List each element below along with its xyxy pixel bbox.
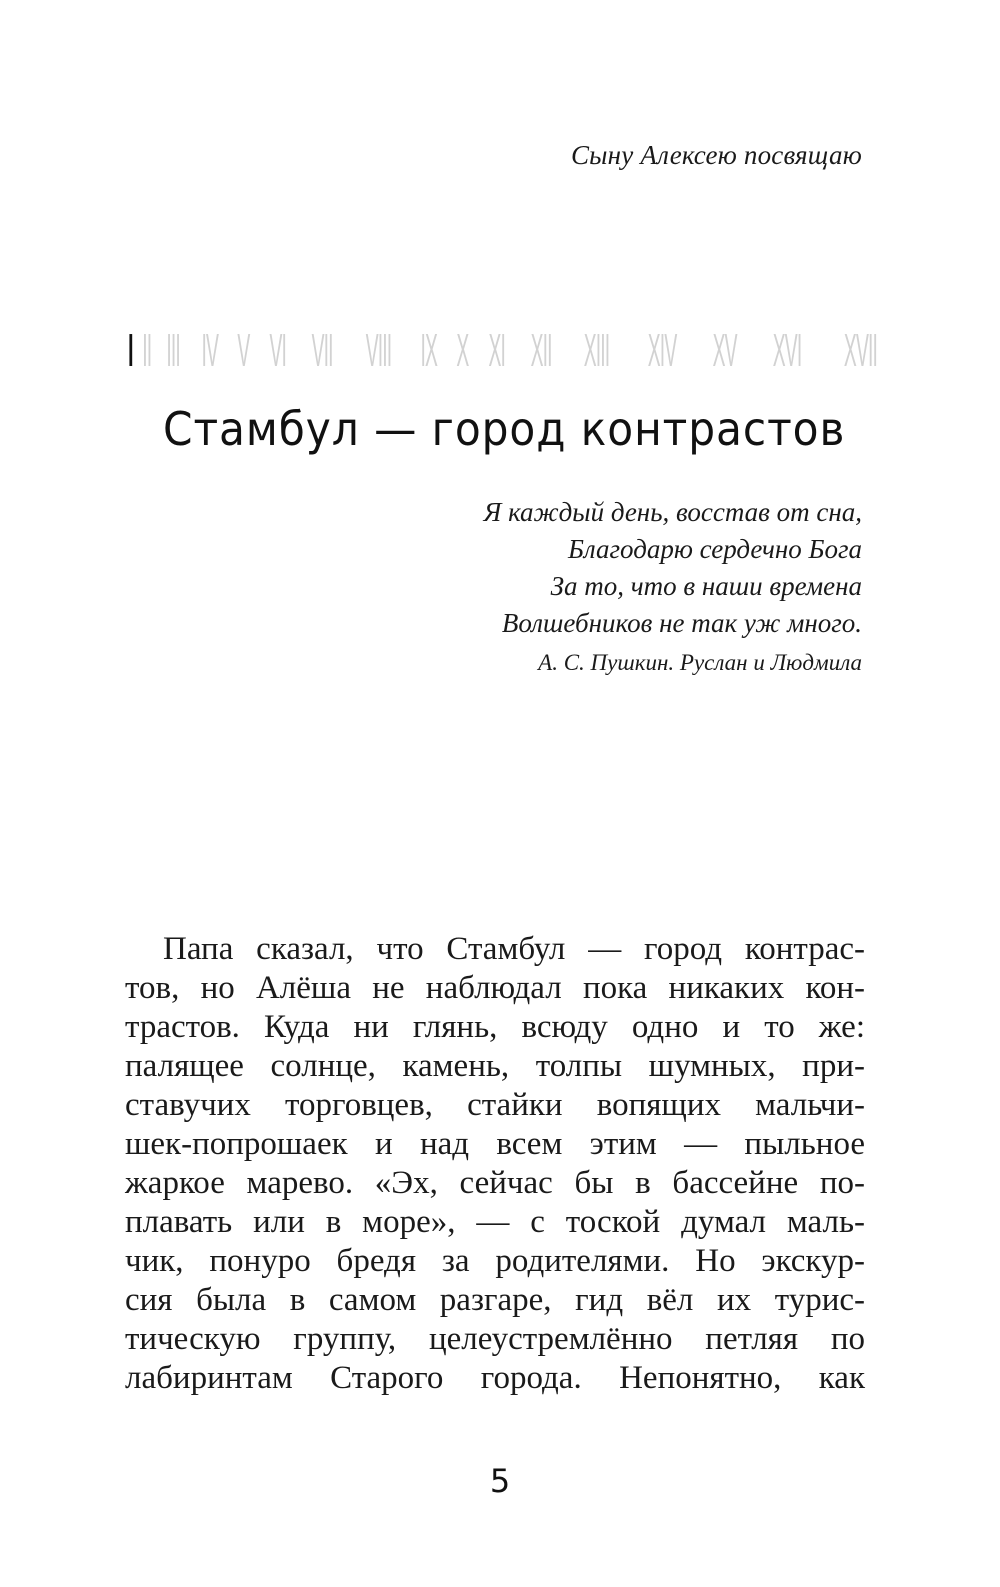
chapter-numeral: XIV [647,324,676,376]
body-line: Папа сказал, что Стамбул — город контрас- [163,931,865,967]
body-line: лабиринтам Старого города. Непонятно, как [125,1360,865,1396]
chapter-numeral: XI [488,324,505,376]
epigraph-line: Я каждый день, восстав от сна, [483,497,862,527]
body-paragraph [125,930,865,1398]
chapter-numeral: V [237,324,250,376]
body-line: ставучих торговцев, стайки вопящих мальчи- [125,1087,865,1123]
body-line: палящее солнце, камень, толпы шумных, при- [125,1048,865,1084]
dedication: Сыну Алексею посвящаю [570,140,862,170]
epigraph-line: Благодарю сердечно Бога [567,534,862,564]
epigraph-line: Волшебников не так уж много. [501,608,862,638]
chapter-numeral-strip [125,324,878,376]
epigraph [484,494,862,642]
chapter-numeral: VIII [365,324,391,376]
body-line: трастов. Куда ни глянь, всюду одно и то же: [125,1009,865,1045]
body-line: тическую группу, целеустремлённо петляя по [125,1321,865,1357]
body-line: жаркое марево. «Эх, сейчас бы в бассейне по- [125,1165,865,1201]
page-number: 5 [489,1462,511,1500]
epigraph-line: За то, что в наши времена [550,571,862,601]
chapter-numeral: III [166,324,181,376]
chapter-numeral: II [142,324,152,376]
epigraph-attribution: А. С. Пушкин. Руслан и Людмила [538,650,862,675]
chapter-numeral: X [456,324,469,376]
chapter-numeral: VI [269,324,286,376]
chapter-numeral: XVII [844,324,878,376]
chapter-numeral: XII [530,324,552,376]
chapter-title: Стамбул — город контрастов [163,402,846,456]
chapter-numeral: XVI [772,324,802,376]
body-line: сия была в самом разгаре, гид вёл их турис- [125,1282,865,1318]
chapter-numeral: VII [311,324,333,376]
chapter-numeral: IX [420,324,437,376]
chapter-numeral: XIII [584,324,610,376]
chapter-numeral: IV [201,324,218,376]
body-line: тов, но Алёша не наблюдал пока никаких кон- [125,970,865,1006]
body-line: чик, понуро бредя за родителями. Но экскур- [125,1243,865,1279]
body-line: плавать или в море», — с тоской думал маль- [125,1204,865,1240]
body-line: шек-попрошаек и над всем этим — пыльное [125,1126,865,1162]
chapter-numeral-current: I [128,324,133,376]
chapter-numeral: XV [712,324,737,376]
